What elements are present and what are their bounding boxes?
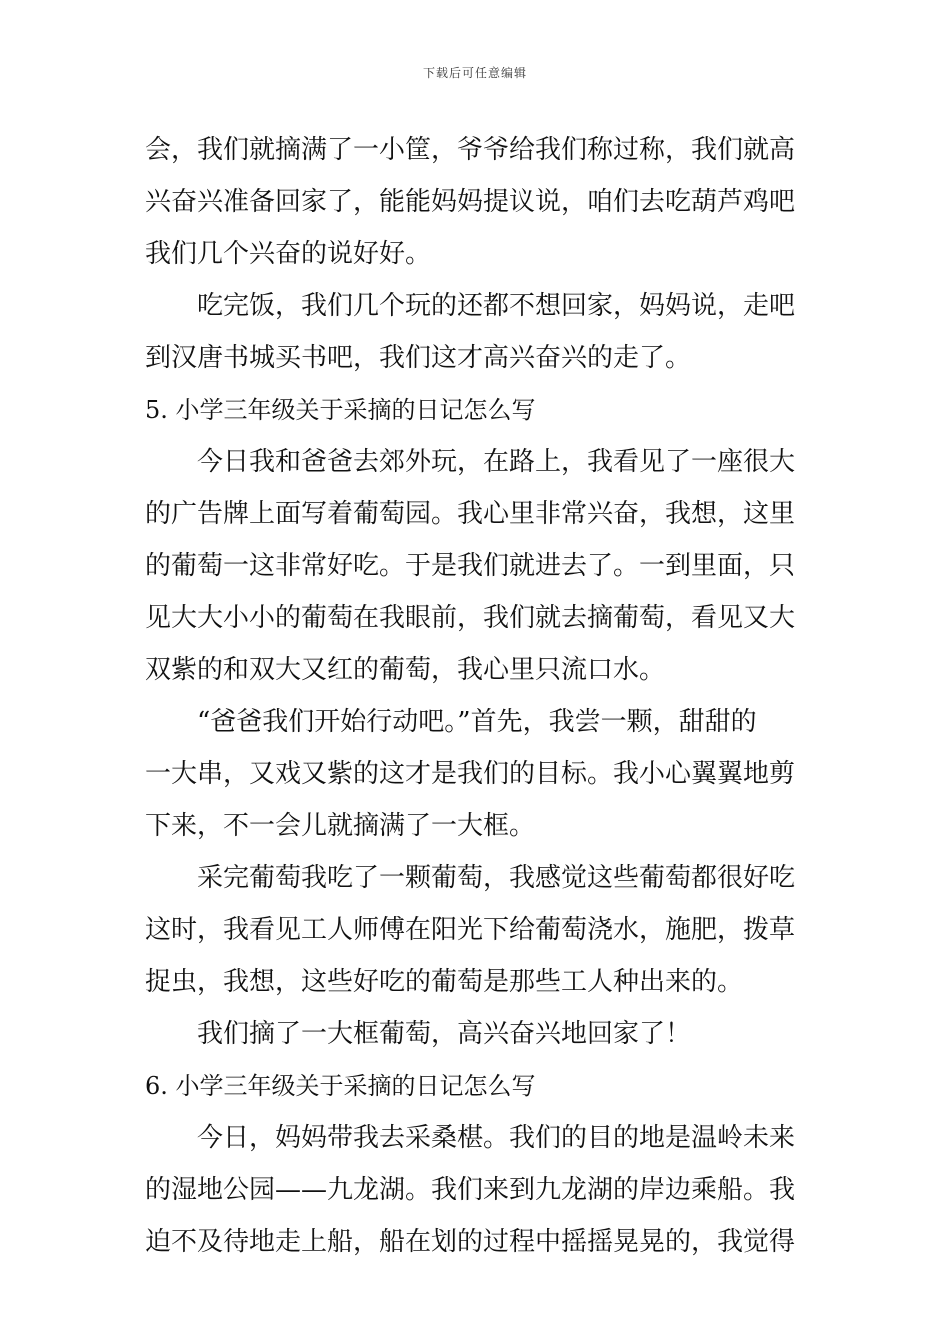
- text-line: 的湿地公园——九龙湖。我们来到九龙湖的岸边乘船。我: [145, 1175, 796, 1205]
- text-line: 的葡萄一这非常好吃。于是我们就进去了。一到里面，只: [145, 551, 796, 581]
- page-header: 下载后可任意编辑: [422, 66, 527, 80]
- text-line: 到汉唐书城买书吧，我们这才高兴奋兴的走了。: [145, 343, 692, 373]
- text-line: 我们摘了一大框葡萄，高兴奋兴地回家了！: [197, 1019, 692, 1049]
- text-line: 这时，我看见工人师傅在阳光下给葡萄浇水，施肥，拨草: [145, 915, 796, 945]
- text-line: 捉虫，我想，这些好吃的葡萄是那些工人种出来的。: [145, 967, 744, 997]
- text-line: “爸爸我们开始行动吧。”首先，我尝一颗，甜甜的: [197, 707, 757, 737]
- text-line: 迫不及待地走上船，船在划的过程中摇摇晃晃的，我觉得: [145, 1227, 796, 1257]
- text-line: 见大大小小的葡萄在我眼前，我们就去摘葡萄，看见又大: [145, 603, 796, 633]
- text-line: 下来，不一会儿就摘满了一大框。: [145, 811, 536, 841]
- text-line: 一大串，又戏又紫的这才是我们的目标。我小心翼翼地剪: [145, 759, 796, 789]
- section-heading: 6. 小学三年级关于采摘的日记怎么写: [145, 1072, 536, 1100]
- text-line: 的广告牌上面写着葡萄园。我心里非常兴奋，我想，这里: [145, 499, 796, 529]
- section-heading: 5. 小学三年级关于采摘的日记怎么写: [145, 396, 536, 424]
- text-line: 双紫的和双大又红的葡萄，我心里只流口水。: [145, 655, 666, 685]
- text-line: 今日，妈妈带我去采桑椹。我们的目的地是温岭未来: [197, 1123, 796, 1153]
- text-line: 吃完饭，我们几个玩的还都不想回家，妈妈说，走吧: [197, 291, 796, 321]
- text-line: 采完葡萄我吃了一颗葡萄，我感觉这些葡萄都很好吃: [197, 863, 796, 893]
- text-line: 兴奋兴准备回家了，能能妈妈提议说，咱们去吃葫芦鸡吧: [145, 187, 796, 217]
- text-line: 今日我和爸爸去郊外玩，在路上，我看见了一座很大: [197, 447, 796, 477]
- document-body: [145, 124, 810, 1268]
- text-line: 我们几个兴奋的说好好。: [145, 239, 432, 269]
- text-line: 会，我们就摘满了一小筐，爷爷给我们称过称，我们就高: [145, 135, 796, 165]
